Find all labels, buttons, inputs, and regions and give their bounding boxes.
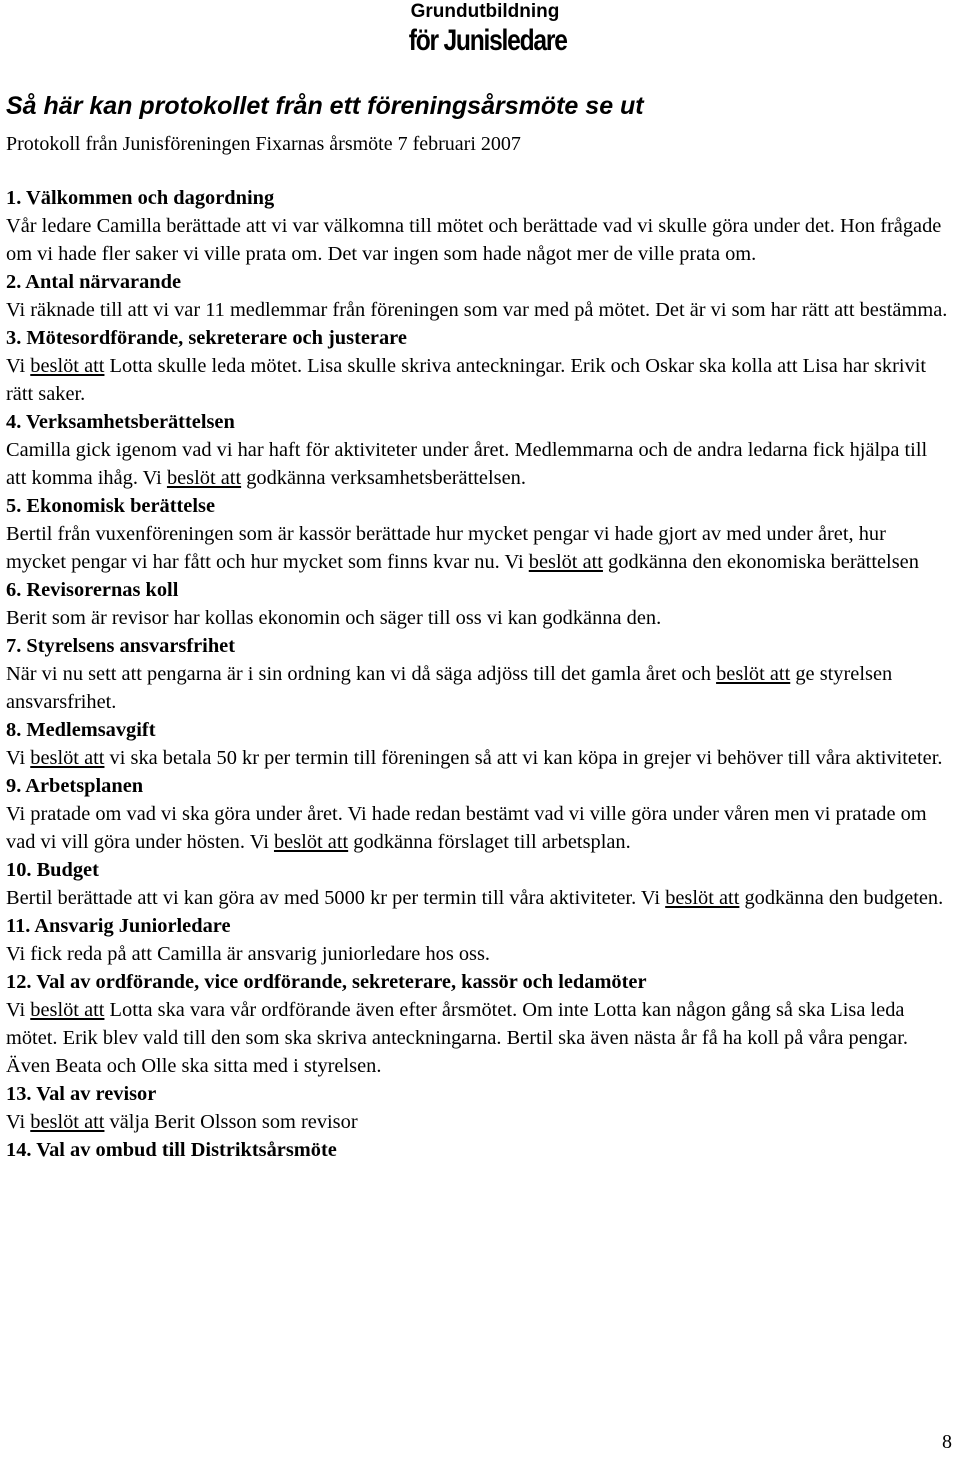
body-text: Bertil från vuxenföreningen som är kassör berättade hur mycket pengar vi hade gjort av med under året, hur mycket pengar vi har fått och hur mycket som finns kvar nu. Vi	[6, 523, 886, 573]
decision-phrase: beslöt att	[30, 999, 105, 1021]
body-text: När vi nu sett att pengarna är i sin ordning kan vi då säga adjöss till det gamla året och	[6, 663, 717, 685]
section-heading: 5. Ekonomisk berättelse	[6, 495, 216, 517]
protocol-section	[6, 184, 950, 268]
decision-phrase: beslöt att	[30, 747, 105, 769]
body-text: Vi	[6, 999, 31, 1021]
section-body	[6, 296, 950, 324]
section-body	[6, 212, 950, 268]
body-text: Vår ledare Camilla berättade att vi var välkomna till mötet och berättade vad vi skulle göra under det. Hon frågade om vi hade fler saker vi ville prata om. Det var ingen som hade något mer de ville prata om.	[6, 215, 942, 265]
section-body	[6, 940, 950, 968]
section-body	[6, 800, 950, 856]
body-text: Lotta ska vara vår ordförande även efter årsmötet. Om inte Lotta kan någon gång så ska Lisa leda mötet. Erik blev vald till den som ska skriva anteckningarna. Bertil ska även nästa år få ha koll på våra pengar. Även Beata och Olle ska sitta med i styrelsen.	[6, 999, 908, 1077]
protocol-section	[6, 408, 950, 492]
protocol-section	[6, 492, 950, 576]
decision-phrase: beslöt att	[30, 355, 105, 377]
protocol-section	[6, 1136, 950, 1164]
body-text: godkänna verksamhetsberättelsen.	[241, 467, 526, 489]
section-heading: 13. Val av revisor	[6, 1083, 157, 1105]
section-body	[6, 660, 950, 716]
body-text: Vi	[6, 747, 31, 769]
header-line-grundutbildning: Grundutbildning	[410, 1, 560, 22]
protocol-section	[6, 772, 950, 856]
section-body	[6, 744, 950, 772]
decision-phrase: beslöt att	[528, 551, 603, 573]
body-text: Vi fick reda på att Camilla är ansvarig juniorledare hos oss.	[6, 943, 491, 965]
protocol-section	[6, 856, 950, 912]
body-text: vi ska betala 50 kr per termin till föreningen så att vi kan köpa in grejer vi behöver till våra aktiviteter.	[104, 747, 943, 769]
protocol-section	[6, 968, 950, 1080]
section-heading: 2. Antal närvarande	[6, 271, 182, 293]
body-text: Camilla gick igenom vad vi har haft för aktiviteter under året. Medlemmarna och de andra ledarna fick hjälpa till att komma ihåg. Vi	[6, 439, 928, 489]
section-heading: 14. Val av ombud till Distriktsårsmöte	[6, 1139, 337, 1161]
body-text: godkänna den budgeten.	[739, 887, 944, 909]
protocol-section	[6, 268, 950, 324]
header-logo	[392, 0, 578, 58]
protocol-section	[6, 576, 950, 632]
section-heading: 11. Ansvarig Juniorledare	[6, 915, 231, 937]
decision-phrase: beslöt att	[665, 887, 740, 909]
section-body	[6, 352, 950, 408]
protocol-section	[6, 632, 950, 716]
section-body	[6, 520, 950, 576]
section-body	[6, 996, 950, 1080]
protocol-sections	[6, 184, 950, 1164]
body-text: välja Berit Olsson som revisor	[104, 1111, 358, 1133]
document-subtitle: Protokoll från Junisföreningen Fixarnas årsmöte 7 februari 2007	[6, 133, 521, 155]
header-line-junisledare: för Junisledare	[408, 24, 567, 57]
section-heading: 7. Styrelsens ansvarsfrihet	[6, 635, 236, 657]
body-text: godkänna förslaget till arbetsplan.	[348, 831, 631, 853]
protocol-section	[6, 912, 950, 968]
protocol-section	[6, 1080, 950, 1136]
decision-phrase: beslöt att	[716, 663, 791, 685]
body-text: Bertil berättade att vi kan göra av med 5000 kr per termin till våra aktiviteter. Vi	[6, 887, 666, 909]
body-text: Berit som är revisor har kollas ekonomin och säger till oss vi kan godkänna den.	[6, 607, 662, 629]
body-text: Vi pratade om vad vi ska göra under året. Vi hade redan bestämt vad vi ville göra under våren men vi pratade om vad vi vill göra under hösten. Vi	[6, 803, 927, 853]
section-body	[6, 884, 950, 912]
section-heading: 9. Arbetsplanen	[6, 775, 144, 797]
protocol-section	[6, 324, 950, 408]
section-heading: 6. Revisorernas koll	[6, 579, 179, 601]
section-heading: 8. Medlemsavgift	[6, 719, 156, 741]
section-heading: 4. Verksamhetsberättelsen	[6, 411, 235, 433]
decision-phrase: beslöt att	[273, 831, 349, 853]
section-body	[6, 1108, 950, 1136]
body-text: Vi	[6, 1111, 31, 1133]
decision-phrase: beslöt att	[30, 1111, 105, 1133]
section-body	[6, 436, 950, 492]
decision-phrase: beslöt att	[166, 467, 242, 489]
document-title: Så här kan protokollet från ett föreningsårsmöte se ut	[6, 92, 644, 120]
section-heading: 1. Välkommen och dagordning	[6, 187, 275, 209]
body-text: Vi	[6, 355, 31, 377]
section-heading: 3. Mötesordförande, sekreterare och justerare	[6, 327, 407, 349]
section-heading: 12. Val av ordförande, vice ordförande, sekreterare, kassör och ledamöter	[6, 971, 647, 993]
body-text: godkänna den ekonomiska berättelsen	[602, 551, 919, 573]
body-text: Lotta skulle leda mötet. Lisa skulle skriva anteckningar. Erik och Oskar ska kolla att Lisa har skrivit rätt saker.	[6, 355, 927, 405]
body-text: ge styrelsen ansvarsfrihet.	[6, 663, 893, 713]
body-text: Vi räknade till att vi var 11 medlemmar från föreningen som var med på mötet. Det är vi som har rätt att bestämma.	[6, 299, 948, 321]
section-body	[6, 604, 950, 632]
protocol-section	[6, 716, 950, 772]
page-number: 8	[942, 1431, 952, 1453]
section-heading: 10. Budget	[6, 859, 99, 881]
